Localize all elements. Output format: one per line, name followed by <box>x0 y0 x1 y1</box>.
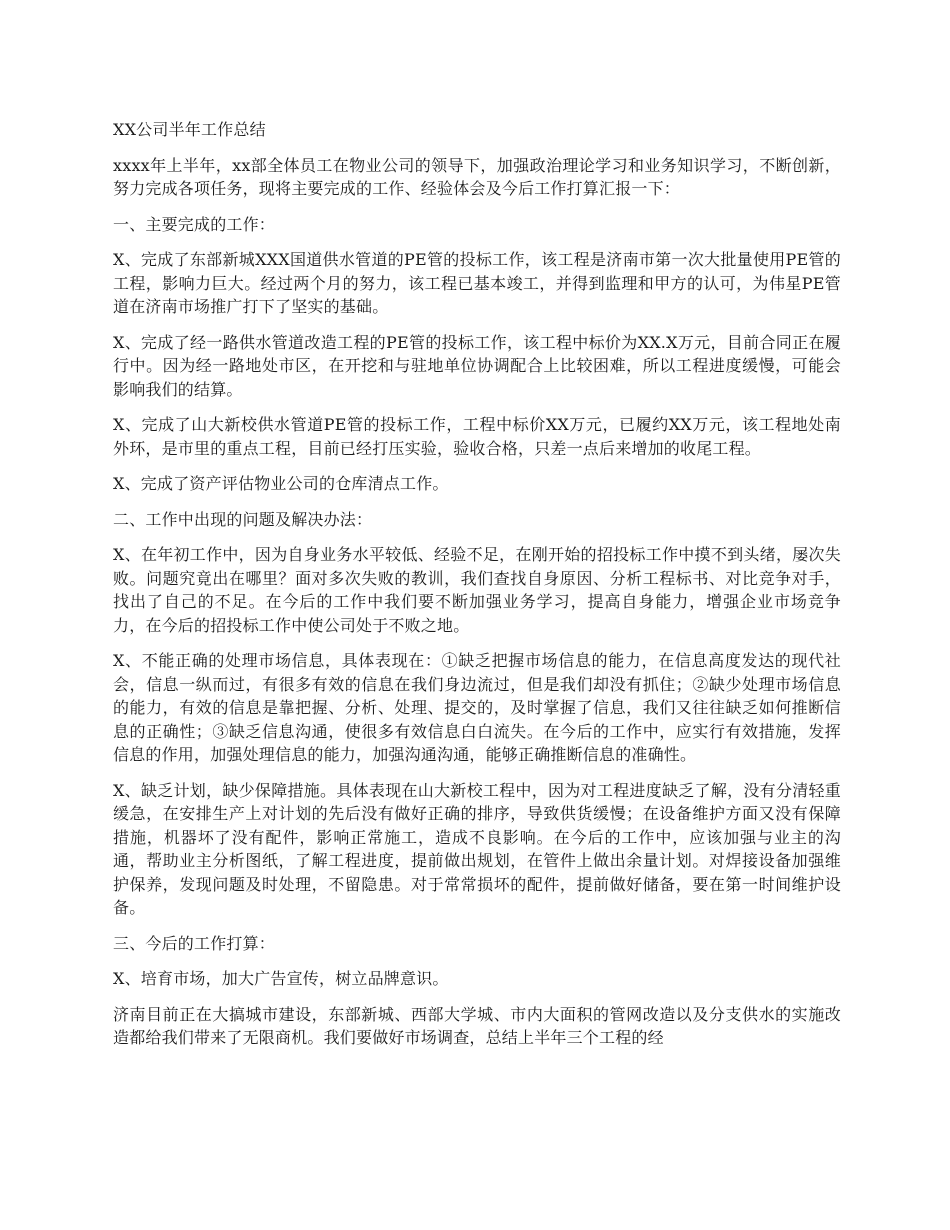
document-title: XX公司半年工作总结 <box>113 120 266 139</box>
document-page <box>113 118 841 1062</box>
paragraph-shanda-campus-pe-bid: X、完成了山大新校供水管道PE管的投标工作，工程中标价XX万元，已履约XX万元，该工程地处南外环，是市里的重点工程，目前已经打压实验，验收合格，只差一点后来增加的收尾工程。 <box>113 415 841 458</box>
paragraph-bidding-experience: X、在年初工作中，因为自身业务水平较低、经验不足，在刚开始的招投标工作中摸不到头绪，屡次失败。问题究竟出在哪里？面对多次失败的教训，我们查找自身原因、分析工程标书、对比竞争对手，找出了自己的不足。在今后的工作中我们要不断加强业务学习，提高自身能力，增强企业市场竞争力，在今后的招投标工作中使公司处于不败之地。 <box>113 545 841 635</box>
paragraph-market-cultivation: X、培育市场，加大广告宣传，树立品牌意识。 <box>113 969 449 988</box>
section-heading-problems: 二、工作中出现的问题及解决办法： <box>113 509 373 529</box>
paragraph-jinan-construction: 济南目前正在大搞城市建设，东部新城、西部大学城、市内大面积的管网改造以及分支供水的实施改造都给我们带来了无限商机。我们要做好市场调查，总结上半年三个工程的经 <box>113 1004 841 1047</box>
paragraph-planning-measures: X、缺乏计划，缺少保障措施。具体表现在山大新校工程中，因为对工程进度缺乏了解，没有分清轻重缓急，在安排生产上对计划的先后没有做好正确的排序，导致供货缓慢；在设备维护方面又没有保障措施，机器坏了没有配件，影响正常施工，造成不良影响。在今后的工作中，应该加强与业主的沟通，帮助业主分析图纸，了解工程进度，提前做出规划，在管件上做出余量计划。对焊接设备加强维护保养，发现问题及时处理，不留隐患。对于常常损坏的配件，提前做好储备，要在第一时间维护设备。 <box>113 780 841 917</box>
section-heading-completed-work: 一、主要完成的工作： <box>113 214 276 234</box>
paragraph-jingyi-road-pe-bid: X、完成了经一路供水管道改造工程的PE管的投标工作，该工程中标价为XX.X万元，目前合同正在履行中。因为经一路地处市区，在开挖和与驻地单位协调配合上比较困难，所以工程进度缓慢，可能会影响我们的结算。 <box>113 332 841 399</box>
section-heading-future-plans: 三、今后的工作打算： <box>113 933 276 953</box>
paragraph-east-city-pe-bid: X、完成了东部新城XXX国道供水管道的PE管的投标工作，该工程是济南市第一次大批量使用PE管的工程，影响力巨大。经过两个月的努力，该工程已基本竣工，并得到监理和甲方的认可，为伟星PE管道在济南市场推广打下了坚实的基础。 <box>113 250 841 316</box>
intro-paragraph: xxxx年上半年，xx部全体员工在物业公司的领导下，加强政治理论学习和业务知识学习，不断创新，努力完成各项任务，现将主要完成的工作、经验体会及今后工作打算汇报一下： <box>113 155 841 198</box>
paragraph-market-information: X、不能正确的处理市场信息，具体表现在：①缺乏把握市场信息的能力，在信息高度发达的现代社会，信息一纵而过，有很多有效的信息在我们身边流过，但是我们却没有抓住；②缺少处理市场信息的能力，有效的信息是靠把握、分析、处理、提交的，及时掌握了信息，我们又往往缺乏如何推断信息的正确性；③缺乏信息沟通，使很多有效信息白白流失。在今后的工作中，应实行有效措施，发挥信息的作用，加强处理信息的能力，加强沟通沟通，能够正确推断信息的准确性。 <box>113 651 841 764</box>
paragraph-warehouse-inventory: X、完成了资产评估物业公司的仓库清点工作。 <box>113 474 449 493</box>
